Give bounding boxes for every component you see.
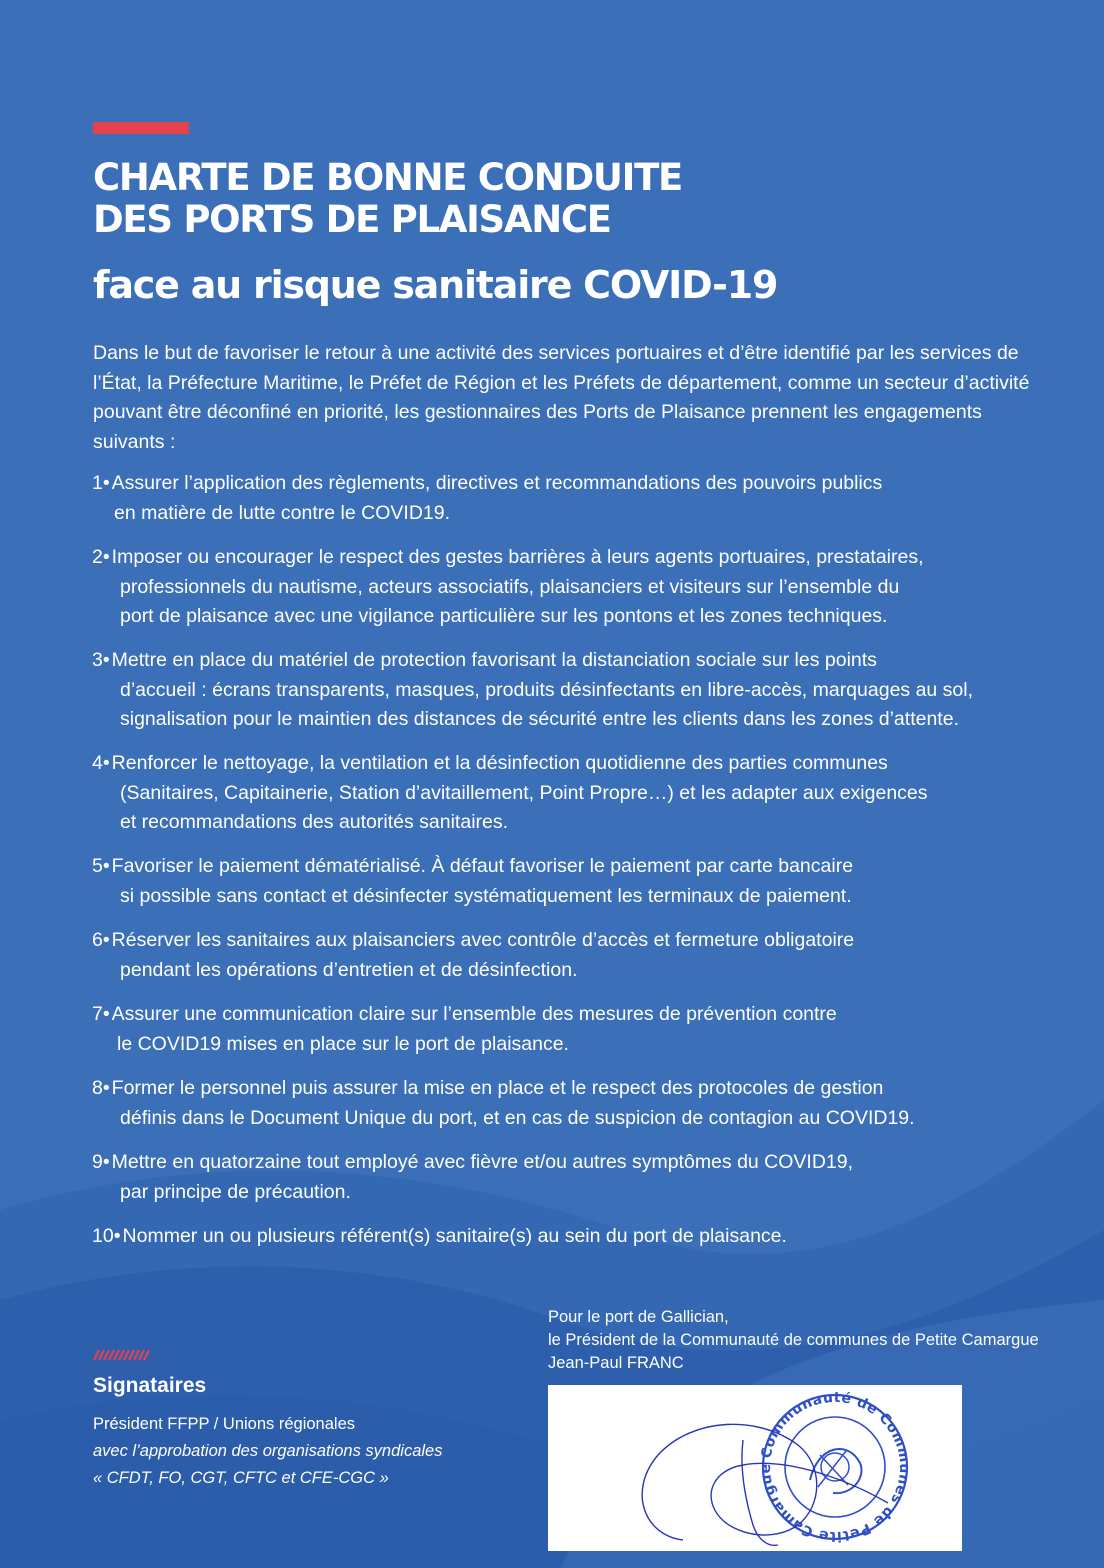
item-number: 5• — [92, 855, 110, 877]
item-text-cont: d’accueil : écrans transparents, masques, produits désinfectants en libre-accès, marquages au sol, — [120, 678, 974, 701]
item-text: Imposer ou encourager le respect des gestes barrières à leurs agents portuaires, prestataires, — [111, 546, 924, 568]
item-text-cont: port de plaisance avec une vigilance particulière sur les pontons et les zones techniques. — [120, 605, 888, 627]
stamp-and-signature — [548, 1385, 962, 1551]
item-number: 7• — [92, 1003, 110, 1025]
item-number: 4• — [92, 752, 110, 774]
commitment-item-1 — [92, 469, 1052, 528]
item-text-cont: si possible sans contact et désinfecter systématiquement les terminaux de paiement. — [120, 884, 852, 907]
item-text-cont: définis dans le Document Unique du port, et en cas de suspicion de contagion au COVID19. — [120, 1106, 915, 1129]
item-text-cont: signalisation pour le maintien des distances de sécurité entre les clients dans les zones d’attente. — [120, 708, 959, 730]
commitment-item-5 — [92, 852, 1052, 911]
item-text: Former le personnel puis assurer la mise en place et le respect des protocoles de gestion — [111, 1077, 884, 1099]
commitment-item-9 — [92, 1148, 1052, 1207]
port-line-2: le Président de la Communauté de communes de Petite Camargue — [548, 1331, 1039, 1349]
item-number: 2• — [92, 546, 110, 568]
signataires-line-2: avec l’approbation des organisations syndicales — [93, 1442, 443, 1460]
commitment-item-7 — [92, 1000, 1052, 1059]
port-line-1: Pour le port de Gallician, — [548, 1308, 729, 1326]
accent-bar — [93, 122, 189, 134]
item-number: 10• — [92, 1225, 121, 1247]
commitment-item-2 — [92, 543, 1052, 632]
item-text: Mettre en place du matériel de protection favorisant la distanciation sociale sur les points — [111, 649, 877, 671]
signataires-title: Signataires — [93, 1374, 207, 1397]
title-line-1: CHARTE DE BONNE CONDUITE — [93, 156, 683, 199]
item-number: 9• — [92, 1151, 110, 1173]
item-text-cont: le COVID19 mises en place sur le port de plaisance. — [117, 1032, 569, 1055]
item-text-cont: en matière de lutte contre le COVID19. — [114, 501, 451, 524]
item-text: Assurer l’application des règlements, directives et recommandations des pouvoirs publics — [111, 472, 883, 494]
title-line-2: DES PORTS DE PLAISANCE — [93, 198, 611, 241]
item-text: Mettre en quatorzaine tout employé avec fièvre et/ou autres symptômes du COVID19, — [111, 1151, 854, 1173]
intro-paragraph: Dans le but de favoriser le retour à une activité des services portuaires et d’être identifié par les services de l’État, la Préfecture Maritime, le Préfet de Région et les Préfets de département, comme un secteur d’activité pouvant être déconfiné en priorité, les gestionnaires des Ports de Plaisance prennent les engagements suivants : — [93, 342, 1030, 453]
item-text-cont: professionnels du nautisme, acteurs associatifs, plaisanciers et visiteurs sur l’ensemble du — [120, 575, 900, 598]
item-number: 1• — [92, 472, 110, 494]
item-text: Réserver les sanitaires aux plaisanciers avec contrôle d’accès et fermeture obligatoire — [111, 929, 855, 951]
signataires-line-1: Président FFPP / Unions régionales — [93, 1415, 355, 1433]
stamp-text: Communauté de Communes de Petite Camargue — [757, 1389, 913, 1545]
item-text: Nommer un ou plusieurs référent(s) sanitaire(s) au sein du port de plaisance. — [122, 1225, 787, 1247]
item-number: 3• — [92, 649, 110, 671]
signataires-line-3: « CFDT, FO, CGT, CFTC et CFE-CGC » — [93, 1469, 389, 1487]
item-text-cont: pendant les opérations d’entretien et de désinfection. — [120, 958, 578, 981]
item-text-cont: par principe de précaution. — [120, 1180, 351, 1203]
item-text-cont: et recommandations des autorités sanitaires. — [120, 811, 509, 833]
item-number: 6• — [92, 929, 110, 951]
commitment-item-6 — [92, 926, 1052, 985]
item-number: 8• — [92, 1077, 110, 1099]
item-text: Favoriser le paiement dématérialisé. À défaut favoriser le paiement par carte bancaire — [111, 855, 854, 877]
item-text: Renforcer le nettoyage, la ventilation et la désinfection quotidienne des parties communes — [111, 752, 888, 774]
commitment-item-8 — [92, 1074, 1052, 1133]
port-line-3: Jean-Paul FRANC — [548, 1354, 684, 1372]
subtitle: face au risque sanitaire COVID-19 — [93, 263, 778, 307]
item-text: Assurer une communication claire sur l’ensemble des mesures de prévention contre — [111, 1003, 837, 1025]
item-text-cont: (Sanitaires, Capitainerie, Station d’avitaillement, Point Propre…) et les adapter aux exigences — [120, 781, 928, 804]
signature-box — [548, 1385, 962, 1551]
hatch-decoration — [93, 1349, 153, 1361]
commitment-item-10 — [92, 1222, 1052, 1252]
commitment-item-3 — [92, 646, 1052, 735]
commitment-item-4 — [92, 749, 1052, 838]
